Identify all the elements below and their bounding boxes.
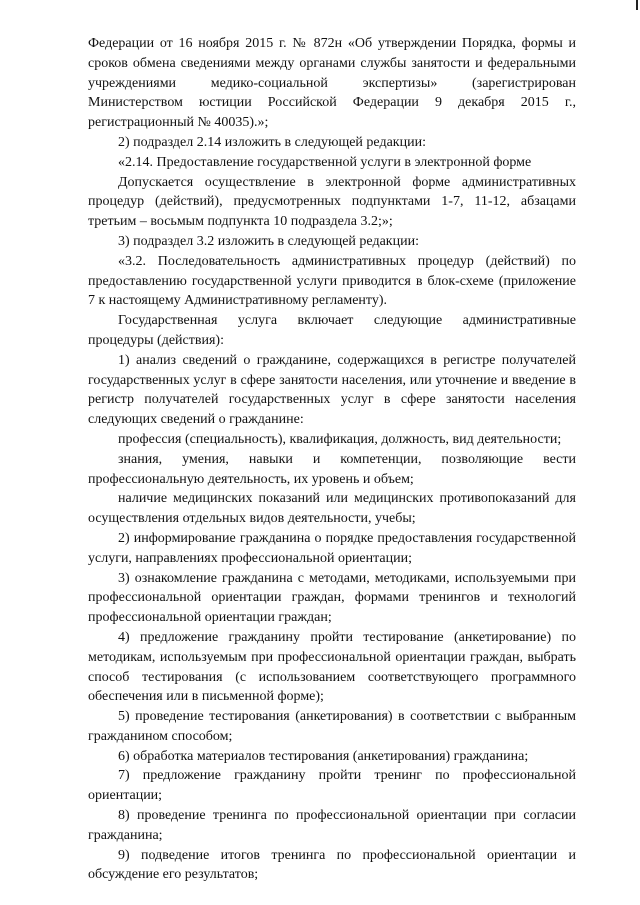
document-paragraph: Федерации от 16 ноября 2015 г. № 872н «Об утверждении Порядка, формы и сроков обмена сведениями между органами службы занятости и федеральными учреждениями медико-социальной экспертизы» (зарегистрирован Министерством юстиции Российской Федерации 9 декабря 2015 г., регистрационный № 40035).»; xyxy=(88,36,576,131)
document-paragraph: 9) подведение итогов тренинга по профессиональной ориентации и обсуждение его результатов; xyxy=(88,847,576,883)
document-paragraph: «2.14. Предоставление государственной услуги в электронной форме xyxy=(118,154,532,170)
document-paragraph: «3.2. Последовательность административных процедур (действий) по предоставлению государственной услуги приводится в блок-схеме (приложение 7 к настоящему Административному регламенту). xyxy=(88,253,576,309)
document-paragraph: профессия (специальность), квалификация, должность, вид деятельности; xyxy=(118,431,562,447)
document-paragraph: 6) обработка материалов тестирования (анкетирования) гражданина; xyxy=(118,748,529,764)
document-paragraph: 5) проведение тестирования (анкетирования) в соответствии с выбранным гражданином способом; xyxy=(88,709,576,744)
document-paragraph: 3) ознакомление гражданина с методами, методиками, используемыми при профессиональной ориентации граждан, формами тренингов и технологий профессиональной ориентации граждан; xyxy=(88,570,576,626)
document-paragraph: 1) анализ сведений о гражданине, содержащихся в регистре получателей государственных услуг в сфере занятости населения, или уточнение и введение в регистр получателей государственных услуг в сфере занятости населения следующих сведений о гражданине: xyxy=(88,352,576,428)
document-paragraph: 7) предложение гражданину пройти тренинг по профессиональной ориентации; xyxy=(88,768,576,804)
document-page xyxy=(88,34,576,885)
document-paragraph: 3) подраздел 3.2 изложить в следующей редакции: xyxy=(118,233,419,249)
document-paragraph: 4) предложение гражданину пройти тестирование (анкетирование) по методикам, используемым при профессиональной ориентации граждан, выбрать способ тестирования (с использованием соответствующего программного обеспечения или в письменной форме); xyxy=(88,629,576,705)
document-paragraph: Государственная услуга включает следующие административные процедуры (действия): xyxy=(88,313,576,348)
document-paragraph: 8) проведение тренинга по профессиональной ориентации при согласии гражданина; xyxy=(88,808,576,843)
edge-mark xyxy=(636,0,638,10)
document-paragraph: знания, умения, навыки и компетенции, позволяющие вести профессиональную деятельность, их уровень и объем; xyxy=(88,451,576,487)
document-paragraph: 2) информирование гражданина о порядке предоставления государственной услуги, направлениях профессиональной ориентации; xyxy=(88,530,576,566)
document-paragraph: Допускается осуществление в электронной форме административных процедур (действий), предусмотренных подпунктами 1-7, 11-12, абзацами третьим – восьмым подпункта 10 подраздела 3.2;»; xyxy=(88,174,576,230)
document-paragraph: наличие медицинских показаний или медицинских противопоказаний для осуществления отдельных видов деятельности, учебы; xyxy=(88,491,576,527)
document-paragraph: 2) подраздел 2.14 изложить в следующей редакции: xyxy=(118,134,426,150)
